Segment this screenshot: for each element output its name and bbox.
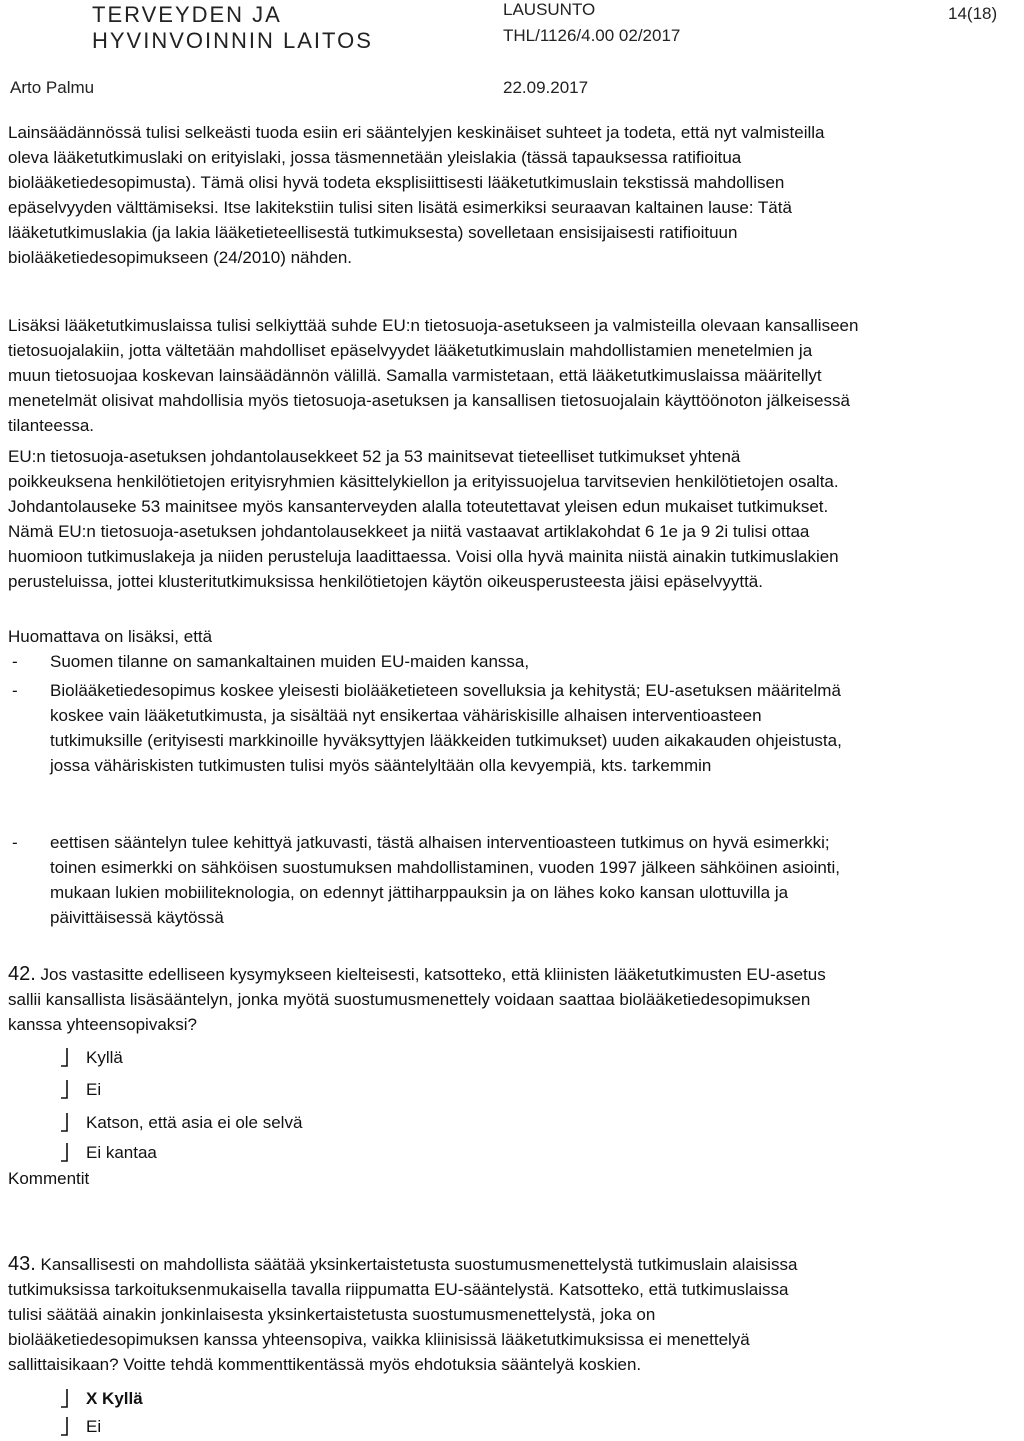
- question-43: [8, 1252, 1020, 1377]
- text-line: muun tietosuojaa koskevan lainsäädännön välillä. Samalla varmistetaan, että lääketutkimuslaissa määritellyt: [8, 366, 822, 385]
- paragraph-note-intro: [8, 624, 1020, 649]
- checkbox-icon[interactable]: [60, 1112, 70, 1134]
- option-label: Ei: [86, 1417, 102, 1436]
- text-line: lääketutkimuslakia (ja lakia lääketieteellisestä tutkimuksesta) sovelletaan ensisijaisesti ratifioituun: [8, 223, 738, 242]
- text-line: oleva lääketutkimuslaki on erityislaki, jossa täsmennetään yleislakia (tässä tapauksessa ratifioitua: [8, 148, 742, 167]
- text-line: biolääketiedesopimukseen (24/2010) nähden.: [8, 248, 353, 267]
- text-line: Lisäksi lääketutkimuslaissa tulisi selkiyttää suhde EU:n tietosuoja-asetukseen ja valmisteilla olevaan kansalliseen: [8, 316, 859, 335]
- question-number: 43.: [8, 1253, 36, 1275]
- organization-name: [92, 2, 373, 54]
- text-line-content: Kansallisesti on mahdollista säätää yksinkertaistetusta suostumusmenettelystä tutkimuslain alaisissa: [40, 1255, 798, 1274]
- bullet-dash: -: [12, 833, 18, 852]
- question-42-text: [8, 962, 826, 1037]
- checkbox-icon[interactable]: [60, 1142, 70, 1164]
- text-line: Suomen tilanne on samankaltainen muiden EU-maiden kanssa,: [50, 652, 530, 671]
- question-number: 42.: [8, 963, 36, 985]
- text-line: sallii kansallista lisäsääntelyn, jonka myötä suostumusmenettely voidaan saattaa biolääketiedesopimuksen: [8, 990, 811, 1009]
- author-name: Arto Palmu: [10, 78, 95, 97]
- organization-name-line1: TERVEYDEN JA: [92, 2, 282, 27]
- option-label: Katson, että asia ei ole selvä: [86, 1113, 303, 1132]
- paragraph-data-protection: [8, 313, 1020, 438]
- text-line: epäselvyyden välttämiseksi. Itse lakitekstiin tulisi siten lisätä esimerkiksi seuraavan kaltainen lause: Tätä: [8, 198, 792, 217]
- option-label: Kyllä: [86, 1048, 123, 1067]
- bullet-dash: -: [12, 681, 18, 700]
- text-line: eettisen sääntelyn tulee kehittyä jatkuvasti, tästä alhaisen interventioasteen tutkimus on hyvä esimerkki;: [50, 833, 830, 852]
- text-line: tilanteessa.: [8, 416, 94, 435]
- text-line: päivittäisessä käytössä: [50, 908, 224, 927]
- question-43-text: [8, 1252, 797, 1377]
- text-line: jossa vähäriskisten tutkimusten tulisi myös sääntelyltään olla kevyempiä, kts. tarkemmin: [50, 756, 712, 775]
- text-line: EU:n tietosuoja-asetuksen johdantolausekkeet 52 ja 53 mainitsevat tieteelliset tutkimukset yhtenä: [8, 447, 741, 466]
- bullet-dash: -: [12, 652, 18, 671]
- checkbox-icon[interactable]: [60, 1047, 70, 1069]
- option-label: X Kyllä: [86, 1389, 143, 1408]
- organization-name-line2: HYVINVOINNIN LAITOS: [92, 28, 373, 53]
- text-line: tulisi säätää ainakin jonkinlaisesta yksinkertaistetusta suostumusmenettelystä, joka on: [8, 1305, 656, 1324]
- bullet-item: [8, 649, 1020, 674]
- text-line: mukaan lukien mobiiliteknologia, on edennyt jättiharppauksin ja on lähes koko kansan ulottuvilla ja: [50, 883, 789, 902]
- checkbox-icon[interactable]: [60, 1416, 70, 1438]
- checkbox-icon[interactable]: [60, 1079, 70, 1101]
- text-line: Kommentit: [8, 1169, 90, 1188]
- text-line: tietosuojalakiin, jotta vältetään mahdolliset epäselvyydet lääketutkimuslain mahdollistamien menetelmien ja: [8, 341, 813, 360]
- text-line: tutkimuksille (erityisesti markkinoille hyväksyttyjen lääkkeiden tutkimukset) uuden aikakauden ohjeistusta,: [50, 731, 842, 750]
- page-number: 14(18): [948, 4, 998, 23]
- bullet-item: [8, 678, 1020, 778]
- text-line: kanssa yhteensopivaksi?: [8, 1015, 198, 1034]
- text-line: Biolääketiedesopimus koskee yleisesti biolääketieteen sovelluksia ja kehitystä; EU-asetuksen määritelmä: [50, 681, 841, 700]
- text-line: sallittaisikaan? Voitte tehdä kommenttikentässä myös ehdotuksia sääntelyä koskien.: [8, 1355, 642, 1374]
- text-line: huomioon tutkimuslakeja ja niiden perusteluja laadittaessa. Voisi olla hyvä mainita niistä ainakin tutkimuslakien: [8, 547, 839, 566]
- checkbox-icon[interactable]: [60, 1388, 70, 1410]
- paragraph-legislation-relations: [8, 120, 1020, 270]
- document-type: LAUSUNTO: [503, 0, 596, 19]
- text-line: [8, 1252, 797, 1277]
- bullet-text: [50, 678, 842, 778]
- document-number: THL/1126/4.00 02/2017: [503, 26, 681, 45]
- comments-label: [8, 1166, 1020, 1191]
- document-date: 22.09.2017: [503, 78, 589, 97]
- text-line: Johdantolauseke 53 mainitsee myös kansanterveyden alalla toteutettavat yleisen edun mukaiset tutkimukset.: [8, 497, 829, 516]
- text-line: biolääketiedesopimusta). Tämä olisi hyvä todeta eksplisiittisesti lääketutkimuslain tekstissä mahdollisen: [8, 173, 785, 192]
- text-line: Lainsäädännössä tulisi selkeästi tuoda esiin eri sääntelyjen keskinäiset suhteet ja todeta, että nyt valmisteilla: [8, 123, 825, 142]
- text-line: Nämä EU:n tietosuoja-asetuksen johdantolausekkeet ja niitä vastaavat artiklakohdat 6 1e ja 9 2i tulisi ottaa: [8, 522, 810, 541]
- bullet-text: [50, 830, 840, 930]
- option-label: Ei: [86, 1080, 102, 1099]
- text-line: toinen esimerkki on sähköisen suostumuksen mahdollistaminen, vuoden 1997 jälkeen sähköinen asiointi,: [50, 858, 841, 877]
- text-line: menetelmät olisivat mahdollisia myös tietosuoja-asetuksen ja kansallisen tietosuojalain käyttöönoton jälkeisessä: [8, 391, 850, 410]
- bullet-item: [8, 830, 1020, 930]
- text-line: perusteluissa, jottei klusteritutkimuksissa henkilötietojen käytön oikeusperusteesta jäisi epäselvyyttä.: [8, 572, 763, 591]
- text-line: Huomattava on lisäksi, että: [8, 627, 213, 646]
- text-line: [8, 962, 826, 987]
- option-label: Ei kantaa: [86, 1143, 157, 1162]
- text-line: biolääketiedesopimuksen kanssa yhteensopiva, vaikka kliinisissä lääketutkimuksissa ei menettelyä: [8, 1330, 750, 1349]
- text-line: koskee vain lääketutkimusta, ja sisältää nyt ensikertaa vähäriskisille alhaisen interventioasteen: [50, 706, 762, 725]
- question-42: [8, 962, 1020, 1037]
- bullet-text: [50, 649, 529, 674]
- paragraph-gdpr-recitals: [8, 444, 1020, 594]
- text-line-content: Jos vastasitte edelliseen kysymykseen kielteisesti, katsotteko, että kliinisten lääketutkimusten EU-asetus: [40, 965, 826, 984]
- text-line: tutkimuksissa tarkoituksenmukaisella tavalla riippumatta EU-sääntelystä. Katsotteko, että tutkimuslaissa: [8, 1280, 789, 1299]
- text-line: poikkeuksena henkilötietojen erityisryhmien käsittelykiellon ja erityissuojelua tarvitsevien henkilötietojen osalta.: [8, 472, 839, 491]
